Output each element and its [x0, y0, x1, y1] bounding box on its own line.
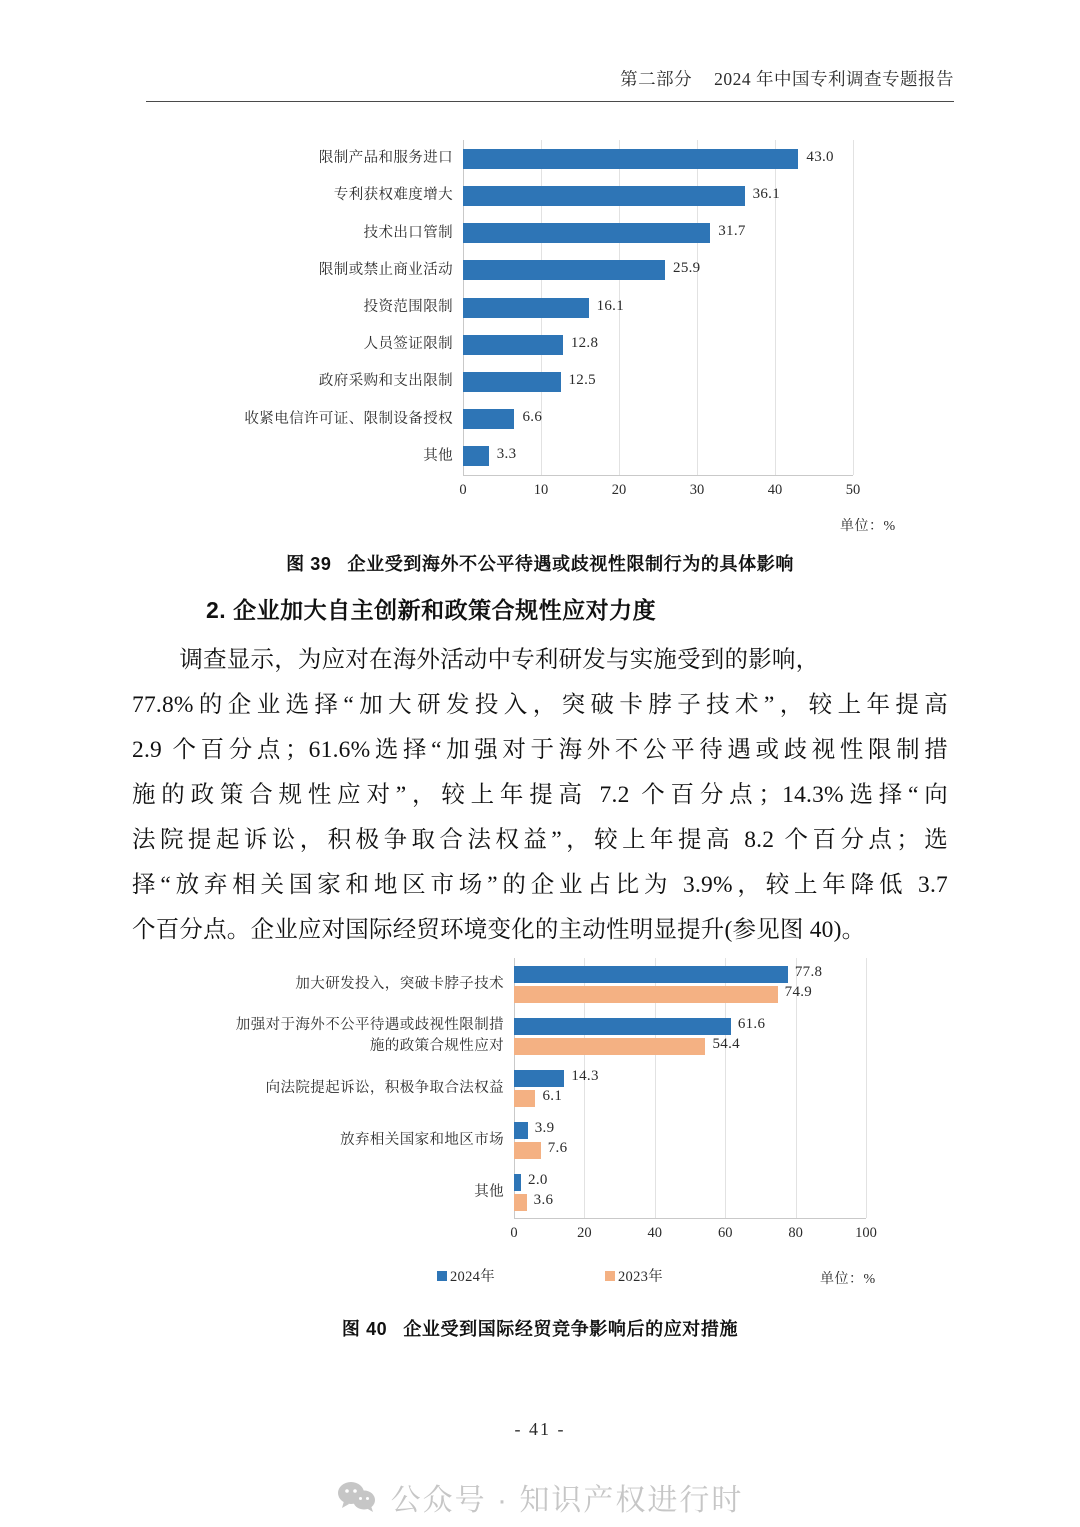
bar-value-label: 3.9: [534, 1120, 555, 1136]
bar: [514, 966, 788, 983]
category-label-line: 收紧电信许可证、限制设备授权: [244, 410, 453, 427]
figure-40-caption: [0, 1315, 1080, 1341]
bar-value-label: 74.9: [784, 984, 813, 1000]
bar-value-label: 16.1: [596, 297, 625, 314]
category-label: [200, 148, 453, 169]
category-label: [200, 446, 453, 467]
category-label: [200, 185, 453, 206]
bar-value-label: 3.3: [496, 446, 517, 463]
category-label: [190, 1130, 504, 1151]
bar-value-label: 54.4: [712, 1036, 740, 1052]
chart-legend: [437, 1265, 663, 1286]
bar-value-label: 6.1: [542, 1088, 563, 1104]
bar-value-label: 12.8: [570, 334, 599, 351]
bar-value-label: 77.8: [794, 964, 823, 980]
bar: [463, 372, 561, 392]
wechat-icon: [337, 1481, 377, 1513]
bar: [514, 1038, 705, 1055]
legend-label: 2023年: [618, 1269, 663, 1285]
x-tick-label: 10: [533, 482, 549, 498]
bar: [514, 1142, 541, 1159]
bar: [463, 149, 798, 169]
figure-40: [0, 950, 1080, 1290]
bar: [463, 298, 589, 318]
bar-value-label: 12.5: [568, 371, 596, 388]
category-label: [190, 1015, 504, 1057]
category-label: [200, 260, 453, 281]
figure-39-caption-number: 图 39: [286, 554, 332, 574]
bar: [463, 335, 563, 355]
bar: [514, 1122, 528, 1139]
bar: [463, 446, 489, 466]
section-body-paragraph: [132, 638, 948, 953]
bar: [514, 1194, 527, 1211]
x-tick-label: 50: [845, 482, 861, 498]
legend-label: 2024年: [450, 1269, 495, 1285]
watermark-bar: [0, 1466, 1080, 1527]
header-divider: [146, 101, 954, 102]
gridline: [853, 140, 854, 475]
bar: [514, 1090, 535, 1107]
paragraph-line: 2.9 个百分点；61.6%选择“加强对于海外不公平待遇或歧视性限制措: [132, 737, 948, 763]
bar: [463, 260, 665, 280]
chart-unit-label: 单位：%: [820, 1272, 876, 1287]
bar-value-label: 61.6: [737, 1016, 766, 1032]
x-tick-label: 20: [611, 482, 627, 498]
x-tick-label: 0: [459, 482, 467, 498]
category-label-line: 政府采购和支出限制: [318, 373, 453, 390]
page-running-head: [146, 66, 954, 91]
bar-value-label: 14.3: [571, 1068, 599, 1084]
legend-item: [437, 1265, 495, 1286]
figure-39: [0, 130, 1080, 570]
bar: [514, 1018, 731, 1035]
bar-value-label: 3.6: [533, 1192, 554, 1208]
bar-value-label: 6.6: [522, 409, 543, 426]
bar: [463, 409, 514, 429]
legend-swatch: [437, 1271, 447, 1281]
category-label-line: 施的政策合规性应对: [369, 1038, 504, 1054]
chart-unit-label: 单位：%: [840, 519, 896, 534]
x-axis: [463, 475, 853, 476]
category-label: [200, 371, 453, 392]
category-label-line: 向法院提起诉讼，积极争取合法权益: [265, 1079, 504, 1096]
category-label-line: 限制产品和服务进口: [318, 150, 453, 167]
bar: [463, 223, 710, 243]
paragraph-line: 法院提起诉讼，积极争取合法权益”，较上年提高 8.2 个百分点；选: [132, 827, 948, 853]
bar-value-label: 7.6: [547, 1140, 568, 1156]
bar: [514, 1070, 564, 1087]
category-label: [200, 223, 453, 244]
category-label-line: 其他: [474, 1183, 504, 1200]
bar-value-label: 43.0: [806, 148, 834, 165]
legend-swatch: [605, 1271, 615, 1281]
running-head-title: 2024 年中国专利调查专题报告: [714, 69, 954, 89]
x-tick-label: 40: [647, 1225, 663, 1241]
category-label-line: 专利获权难度增大: [333, 187, 453, 204]
paragraph-line: 个百分点。企业应对国际经贸环境变化的主动性明显提升(参见图 40)。: [132, 917, 866, 943]
page-number: - 41 -: [514, 1419, 566, 1439]
category-label: [190, 974, 504, 995]
bar-value-label: 31.7: [718, 223, 746, 240]
category-label-line: 限制或禁止商业活动: [318, 261, 453, 278]
category-label-line: 加大研发投入，突破卡脖子技术: [295, 975, 504, 992]
bar: [514, 1174, 521, 1191]
category-label-line: 加强对于海外不公平待遇或歧视性限制措: [235, 1017, 504, 1033]
legend-item: [605, 1265, 663, 1286]
category-label: [200, 409, 453, 430]
gridline: [866, 958, 867, 1218]
bar: [463, 186, 745, 206]
category-label: [200, 297, 453, 318]
watermark-text: 公众号 · 知识产权进行时: [390, 1483, 744, 1517]
category-label: [190, 1182, 504, 1203]
x-tick-label: 40: [767, 482, 783, 498]
bar-value-label: 2.0: [528, 1172, 548, 1188]
bar: [514, 986, 778, 1003]
figure-39-caption: [0, 550, 1080, 576]
figure-40-caption-text: 企业受到国际经贸竞争影响后的应对措施: [403, 1319, 739, 1339]
x-tick-label: 0: [510, 1225, 518, 1241]
paragraph-line: 77.8%的企业选择“加大研发投入，突破卡脖子技术”，较上年提高: [132, 692, 948, 718]
category-label: [200, 334, 453, 355]
figure-39-caption-text: 企业受到海外不公平待遇或歧视性限制行为的具体影响: [347, 554, 794, 574]
x-axis: [514, 1218, 866, 1219]
category-label-line: 放弃相关国家和地区市场: [340, 1131, 504, 1148]
x-tick-label: 100: [855, 1225, 877, 1241]
category-label-line: 技术出口管制: [363, 224, 453, 241]
running-head-part: 第二部分: [620, 69, 693, 89]
category-label-line: 人员签证限制: [363, 336, 453, 353]
section-heading: 2. 企业加大自主创新和政策合规性应对力度: [206, 597, 657, 623]
x-tick-label: 20: [577, 1225, 592, 1241]
paragraph-line: 择“放弃相关国家和地区市场”的企业占比为 3.9%，较上年降低 3.7: [132, 872, 948, 898]
x-tick-label: 30: [689, 482, 705, 498]
category-label-line: 其他: [423, 447, 453, 464]
bar-value-label: 36.1: [752, 185, 781, 202]
bar-value-label: 25.9: [673, 260, 701, 277]
paragraph-line: 调查显示，为应对在海外活动中专利研发与实施受到的影响，: [132, 647, 820, 673]
category-label-line: 投资范围限制: [363, 299, 453, 315]
paragraph-line: 施的政策合规性应对”，较上年提高 7.2 个百分点；14.3%选择“向: [132, 782, 948, 808]
category-label: [190, 1078, 504, 1099]
x-tick-label: 60: [717, 1225, 733, 1241]
x-tick-label: 80: [788, 1225, 803, 1241]
figure-40-caption-number: 图 40: [341, 1319, 388, 1339]
